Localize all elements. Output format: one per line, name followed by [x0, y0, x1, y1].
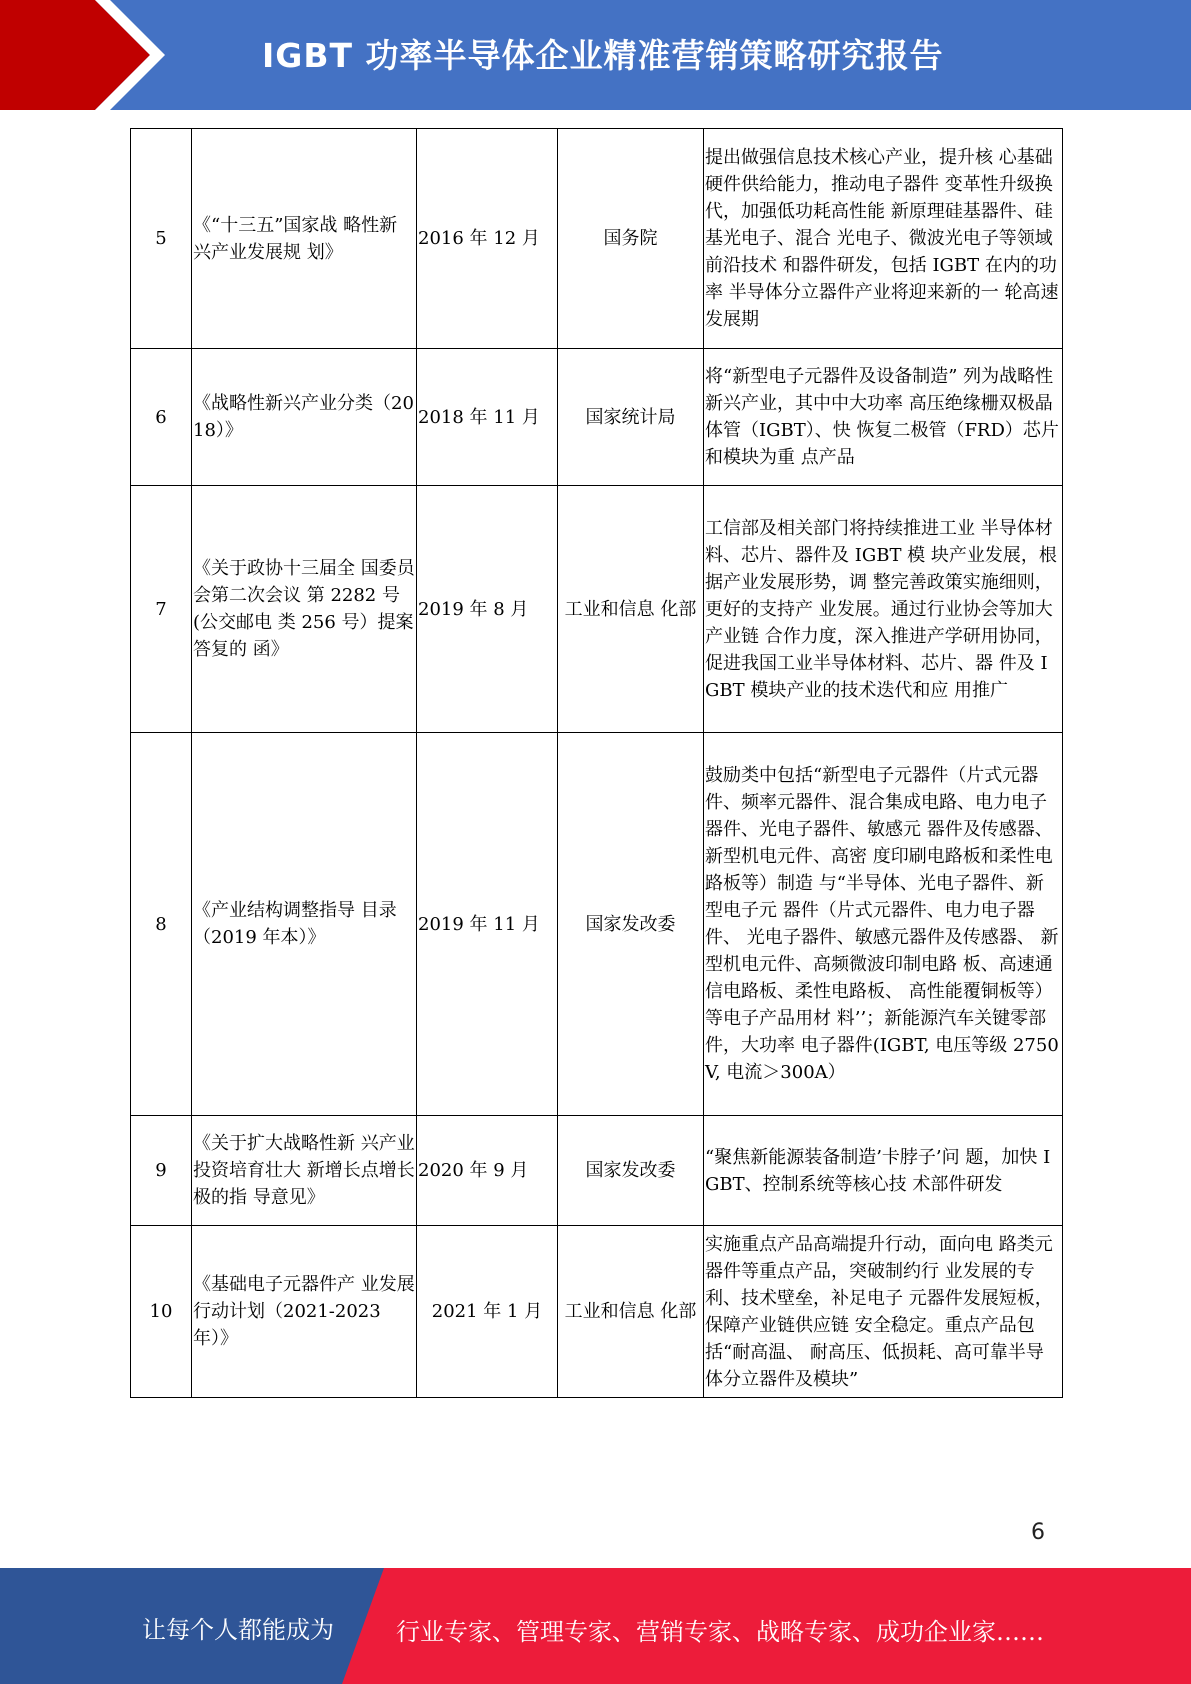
policy-content: 将“新型电子元器件及设备制造” 列为战略性新兴产业，其中中大功率 高压绝缘栅双极晶体管（IGBT）、快 恢复二极管（FRD）芯片和模块为重 点产品	[704, 349, 1063, 486]
table-row	[131, 349, 1063, 486]
policy-table	[130, 128, 1063, 1398]
table-row	[131, 486, 1063, 733]
row-number: 10	[131, 1226, 192, 1398]
issue-date: 2019 年 11 月	[417, 733, 558, 1116]
policy-content: “聚焦新能源装备制造’卡脖子’问 题，加快 IGBT、控制系统等核心技 术部件研发	[704, 1116, 1063, 1226]
issue-date: 2016 年 12 月	[417, 129, 558, 349]
footer-slogan-left: 让每个人都能成为	[142, 1616, 334, 1644]
issuing-department: 国家统计局	[558, 349, 704, 486]
policy-name: 《战略性新兴产业分类（2018）》	[192, 349, 417, 486]
policy-content: 提出做强信息技术核心产业，提升核 心基础硬件供给能力，推动电子器件 变革性升级换代，加强低功耗高性能 新原理硅基器件、硅基光电子、混合 光电子、微波光电子等领域前沿技术 和器件研发，包括 IGBT 在内的功率 半导体分立器件产业将迎来新的一 轮高速发展期	[704, 129, 1063, 349]
policy-content: 工信部及相关部门将持续推进工业 半导体材料、芯片、器件及 IGBT 模 块产业发展，根据产业发展形势，调 整完善政策实施细则，更好的支持产 业发展。通过行业协会等加大产业链 合作力度，深入推进产学研用协同， 促进我国工业半导体材料、芯片、器 件及 IGBT 模块产业的技术迭代和应 用推广	[704, 486, 1063, 733]
policy-content: 鼓励类中包括“新型电子元器件（片式元器件、频率元器件、混合集成电路、电力电子器件、光电子器件、敏感元 器件及传感器、新型机电元件、高密 度印刷电路板和柔性电路板等）制造 与“半导体、光电子器件、新型电子元 器件（片式元器件、电力电子器件、 光电子器件、敏感元器件及传感器、 新型机电元件、高频微波印制电路 板、高速通信电路板、柔性电路板、 高性能覆铜板等）等电子产品用材 料’’；新能源汽车关键零部件，大功率 电子器件(IGBT, 电压等级 2750V, 电流＞300A）	[704, 733, 1063, 1116]
policy-name: 《基础电子元器件产 业发展行动计划（2021-2023 年）》	[192, 1226, 417, 1398]
issuing-department: 工业和信息 化部	[558, 1226, 704, 1398]
issuing-department: 国家发改委	[558, 733, 704, 1116]
table-row	[131, 1226, 1063, 1398]
issuing-department: 国务院	[558, 129, 704, 349]
table-row	[131, 733, 1063, 1116]
page-footer	[0, 1568, 1191, 1684]
issuing-department: 工业和信息 化部	[558, 486, 704, 733]
issue-date: 2020 年 9 月	[417, 1116, 558, 1226]
table-row	[131, 129, 1063, 349]
issue-date: 2021 年 1 月	[417, 1226, 558, 1398]
document-title: IGBT 功率半导体企业精准营销策略研究报告	[262, 36, 944, 75]
page-number: 6	[1031, 1520, 1045, 1545]
row-number: 5	[131, 129, 192, 349]
footer-slogan-right: 行业专家、管理专家、营销专家、战略专家、成功企业家……	[396, 1618, 1044, 1646]
policy-name: 《关于政协十三届全 国委员会第二次会议 第 2282 号(公交邮电 类 256 号）提案答复的 函》	[192, 486, 417, 733]
table-row	[131, 1116, 1063, 1226]
row-number: 8	[131, 733, 192, 1116]
row-number: 6	[131, 349, 192, 486]
page-header	[0, 0, 1191, 110]
policy-name: 《关于扩大战略性新 兴产业投资培育壮大 新增长点增长极的指 导意见》	[192, 1116, 417, 1226]
issue-date: 2018 年 11 月	[417, 349, 558, 486]
row-number: 7	[131, 486, 192, 733]
policy-content: 实施重点产品高端提升行动，面向电 路类元器件等重点产品，突破制约行 业发展的专利、技术壁垒，补足电子 元器件发展短板，保障产业链供应链 安全稳定。重点产品包括“耐高温、 耐高压、低损耗、高可靠半导体分立器件及模块”	[704, 1226, 1063, 1398]
issue-date: 2019 年 8 月	[417, 486, 558, 733]
policy-name: 《产业结构调整指导 目录（2019 年本）》	[192, 733, 417, 1116]
policy-name: 《“十三五”国家战 略性新兴产业发展规 划》	[192, 129, 417, 349]
row-number: 9	[131, 1116, 192, 1226]
issuing-department: 国家发改委	[558, 1116, 704, 1226]
